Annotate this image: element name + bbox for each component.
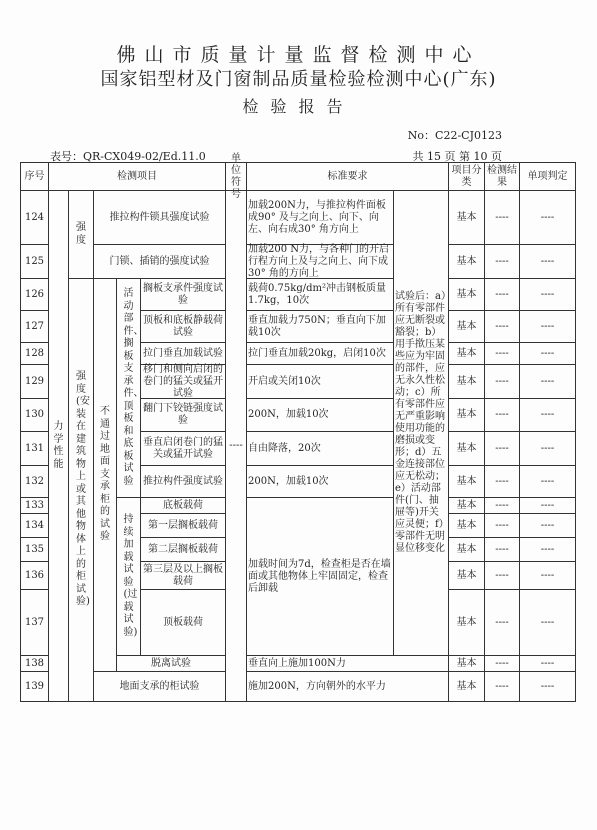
row-number-text: 133 xyxy=(24,499,45,511)
row-item xyxy=(140,513,226,538)
row-judgement xyxy=(519,537,576,562)
row-std xyxy=(246,431,394,466)
row-number xyxy=(20,465,49,498)
group-strength-install-text: 强度(安装在建筑物上或其他物体上的柜试验) xyxy=(76,371,90,608)
row-judgement xyxy=(519,310,576,343)
row-std xyxy=(246,190,394,245)
row-category xyxy=(448,589,485,656)
col-header-seq xyxy=(20,162,49,191)
sustained-load-std xyxy=(246,497,394,656)
row-number xyxy=(20,589,49,656)
row-judgement-text: ---- xyxy=(540,499,555,511)
header-line-1: 佛山市质量计量监督检测中心 xyxy=(116,44,481,66)
group-strength-text: 强度 xyxy=(76,222,86,246)
row-std xyxy=(246,244,394,279)
row-result xyxy=(484,655,520,672)
row-result xyxy=(484,342,520,365)
row-item xyxy=(140,364,226,399)
row-result xyxy=(484,671,520,702)
row-category-text: 基本 xyxy=(456,543,477,555)
row-category-text: 基本 xyxy=(456,211,477,223)
row-item xyxy=(140,497,226,514)
row-std-text: 200N，加载10次 xyxy=(248,475,329,487)
row-result xyxy=(484,537,520,562)
row-item xyxy=(140,278,226,311)
row-number xyxy=(20,431,49,466)
row-result-text: ---- xyxy=(495,657,509,669)
unit-cell xyxy=(225,190,247,702)
row-number-text: 129 xyxy=(24,375,45,387)
row-std xyxy=(246,655,449,672)
row-judgement-text: ---- xyxy=(540,347,555,359)
row-judgement xyxy=(519,244,576,279)
row-item-text: 翻门下铰链强度试验 xyxy=(143,403,223,426)
row-category xyxy=(448,497,485,514)
row-item xyxy=(140,342,226,365)
row-number-text: 127 xyxy=(24,320,45,332)
row-number-text: 124 xyxy=(24,211,45,223)
row-judgement-text: ---- xyxy=(540,519,555,531)
row-judgement xyxy=(519,561,576,590)
row-std xyxy=(246,364,394,399)
row-judgement xyxy=(519,342,576,365)
row-item xyxy=(140,431,226,466)
group-mechanical xyxy=(48,190,69,702)
col-header-unit-text: 单位符号 xyxy=(231,152,241,200)
row-result-text: ---- xyxy=(495,320,509,332)
row-result xyxy=(484,398,520,432)
row-judgement-text: ---- xyxy=(540,320,555,332)
row-result-text: ---- xyxy=(495,519,509,531)
row-std xyxy=(246,342,394,365)
row-judgement-text: ---- xyxy=(540,255,555,267)
row-category-text: 基本 xyxy=(456,499,477,511)
group-sustained-text: 持续加载试验(过载试验) xyxy=(123,514,138,638)
row-number xyxy=(20,398,49,432)
unit-cell-text: ---- xyxy=(229,440,243,451)
row-number xyxy=(20,513,49,538)
row-std xyxy=(246,465,394,498)
row-item xyxy=(93,244,226,279)
col-header-judge xyxy=(519,162,576,191)
row-std-text: 拉门垂直加载20kg，启闭10次 xyxy=(248,347,386,359)
group-movable xyxy=(116,278,144,498)
row-category-text: 基本 xyxy=(456,320,477,332)
row-judgement xyxy=(519,364,576,399)
row-result-text: ---- xyxy=(495,347,509,359)
row-result xyxy=(484,310,520,343)
row-item-text: 推拉构件强度试验 xyxy=(143,475,223,487)
row-category-text: 基本 xyxy=(456,680,477,692)
group-not-wall-text: 不通过地面支承柜的试验 xyxy=(100,406,110,543)
row-judgement-text: ---- xyxy=(540,475,555,487)
row-judgement xyxy=(519,278,576,311)
row-judgement-text: ---- xyxy=(540,569,555,581)
row-judgement-text: ---- xyxy=(540,409,555,420)
row-category xyxy=(448,190,485,245)
row-number xyxy=(20,244,49,279)
row-item xyxy=(93,671,226,702)
row-number-text: 125 xyxy=(24,255,45,267)
row-category-text: 基本 xyxy=(456,288,477,300)
row-item-text: 第三层及以上搁板载荷 xyxy=(143,563,223,587)
row-std-text: 垂直向上施加100N力 xyxy=(248,657,346,669)
row-category-text: 基本 xyxy=(456,657,477,669)
row-judgement-text: ---- xyxy=(540,211,555,223)
row-item xyxy=(116,655,226,672)
row-number-text: 134 xyxy=(24,519,45,531)
row-category xyxy=(448,561,485,590)
row-item-text: 垂直启闭卷门的猛关或猛开试验 xyxy=(143,436,223,460)
row-result xyxy=(484,513,520,538)
row-judgement xyxy=(519,589,576,656)
row-category xyxy=(448,537,485,562)
row-result xyxy=(484,497,520,514)
row-category-text: 基本 xyxy=(456,375,477,387)
row-item-text: 推拉构件锁具强度试验 xyxy=(109,211,210,223)
row-item-text: 地面支承的柜试验 xyxy=(119,680,200,692)
col-header-std-text: 标准要求 xyxy=(327,170,368,182)
row-item-text: 顶板载荷 xyxy=(163,616,203,628)
row-result-text: ---- xyxy=(495,211,509,223)
row-category xyxy=(448,310,485,343)
row-category xyxy=(448,465,485,498)
row-category xyxy=(448,342,485,365)
row-category-text: 基本 xyxy=(456,255,477,267)
row-item xyxy=(140,537,226,562)
row-number xyxy=(20,497,49,514)
row-number xyxy=(20,310,49,343)
row-category xyxy=(448,398,485,432)
row-std-text: 加载200 N力，与各种门的开启行程方向上及与之向上、向下成30° 角的方向上 xyxy=(248,243,390,279)
col-header-cat xyxy=(448,162,485,191)
row-result-text: ---- xyxy=(495,499,509,511)
row-category xyxy=(448,244,485,279)
col-header-item-text: 检测项目 xyxy=(117,170,157,182)
row-number-text: 132 xyxy=(24,475,45,487)
col-header-res-text: 检测结果 xyxy=(487,164,517,188)
row-number xyxy=(20,537,49,562)
col-header-seq-text: 序号 xyxy=(24,170,45,182)
row-std-text: 开启或关闭10次 xyxy=(248,375,321,387)
after-test-requirement xyxy=(393,190,449,656)
row-number xyxy=(20,671,49,702)
row-std-text: 施加200N，方向朝外的水平力 xyxy=(248,680,386,692)
after-test-requirement-text: 试验后：a）所有零部件应无断裂或豁裂；b）用手揿压某些应为牢固的部件，应无永久性松动；c）所有零部件应无严重影响使用功能的磨损或变形；d）五金连接部位应无松动；e）活动部件(门、抽屉等)开关应灵便；f）零部件无明显位移变化 xyxy=(395,291,446,554)
row-std xyxy=(246,671,449,702)
header-line-2: 国家铝型材及门窗制品质量检验检测中心(广东) xyxy=(100,69,497,90)
row-std-text: 200N，加载10次 xyxy=(248,409,329,420)
row-item xyxy=(140,589,226,656)
row-result-text: ---- xyxy=(495,680,509,692)
row-judgement-text: ---- xyxy=(540,657,555,669)
row-category-text: 基本 xyxy=(456,569,477,581)
row-result xyxy=(484,465,520,498)
row-std-text: 自由降落，20次 xyxy=(248,442,321,454)
row-std-text: 加载200N力，与推拉构件面板成90° 及与之向上、向下、向左、向右成30° 角方向上 xyxy=(248,199,386,235)
row-number-text: 130 xyxy=(24,409,45,420)
row-result xyxy=(484,589,520,656)
row-category-text: 基本 xyxy=(456,347,477,359)
group-strength-install xyxy=(68,278,94,702)
row-category-text: 基本 xyxy=(456,442,477,454)
row-item xyxy=(93,190,226,245)
group-movable-text: 活动部件、搁板支承件、顶板和底板试验 xyxy=(123,288,144,487)
row-judgement-text: ---- xyxy=(540,543,555,555)
row-item-text: 顶板和底板静载荷试验 xyxy=(143,314,223,338)
col-header-unit xyxy=(225,152,247,200)
row-category xyxy=(448,671,485,702)
row-item-text: 拉门垂直加载试验 xyxy=(143,347,223,359)
row-number-text: 135 xyxy=(24,543,45,555)
col-header-res xyxy=(484,162,520,191)
row-result xyxy=(484,244,520,279)
row-item xyxy=(140,310,226,343)
row-item xyxy=(140,398,226,432)
group-strength xyxy=(68,190,94,279)
row-judgement-text: ---- xyxy=(540,375,555,387)
row-judgement xyxy=(519,513,576,538)
row-result-text: ---- xyxy=(495,569,509,581)
row-judgement xyxy=(519,671,576,702)
row-category xyxy=(448,655,485,672)
row-number-text: 139 xyxy=(24,680,45,692)
row-result xyxy=(484,190,520,245)
row-result xyxy=(484,561,520,590)
row-judgement xyxy=(519,398,576,432)
row-category xyxy=(448,513,485,538)
col-header-item xyxy=(48,162,226,191)
row-judgement-text: ---- xyxy=(540,680,555,692)
row-number-text: 126 xyxy=(24,288,45,300)
row-number-text: 138 xyxy=(24,657,45,669)
row-judgement-text: ---- xyxy=(540,616,555,628)
page-indicator: 共 15 页 第 10 页 xyxy=(412,150,502,163)
col-header-judge-text: 单项判定 xyxy=(527,170,568,182)
row-judgement-text: ---- xyxy=(540,288,555,300)
row-item xyxy=(140,465,226,498)
row-number xyxy=(20,342,49,365)
row-item-text: 第二层搁板载荷 xyxy=(148,543,218,555)
row-number xyxy=(20,278,49,311)
row-judgement xyxy=(519,655,576,672)
row-judgement xyxy=(519,190,576,245)
report-number: No：C22-CJ0123 xyxy=(407,129,502,142)
row-result xyxy=(484,278,520,311)
row-result-text: ---- xyxy=(495,475,509,487)
row-std xyxy=(246,398,394,432)
row-result-text: ---- xyxy=(495,255,509,267)
col-header-std xyxy=(246,162,449,191)
row-category-text: 基本 xyxy=(456,519,477,531)
row-result-text: ---- xyxy=(495,543,509,555)
row-category-text: 基本 xyxy=(456,409,477,420)
row-result-text: ---- xyxy=(495,288,509,300)
row-std xyxy=(246,310,394,343)
row-result xyxy=(484,431,520,466)
row-category-text: 基本 xyxy=(456,475,477,487)
row-category xyxy=(448,364,485,399)
report-title: 检验报告 xyxy=(242,97,355,116)
row-result-text: ---- xyxy=(495,442,509,454)
row-number-text: 131 xyxy=(24,442,45,454)
row-item-text: 移门和侧向启闭的卷门的猛关或猛开试验 xyxy=(143,363,223,399)
form-code: 表号：QR-CX049-02/Ed.11.0 xyxy=(50,150,206,163)
row-result-text: ---- xyxy=(495,409,509,420)
group-sustained xyxy=(116,497,141,656)
group-mechanical-text: 力学性能 xyxy=(53,421,64,470)
row-item xyxy=(140,561,226,590)
col-header-cat-text: 项目分类 xyxy=(451,164,482,188)
row-number xyxy=(20,561,49,590)
row-number-text: 137 xyxy=(24,616,45,628)
sustained-load-std-text: 加载时间为7d，检查柜是否在墙面或其他物体上牢固固定，检查后卸载 xyxy=(248,558,391,594)
row-judgement xyxy=(519,431,576,466)
row-number-text: 128 xyxy=(24,347,45,359)
row-item-text: 底板载荷 xyxy=(163,499,203,511)
row-number xyxy=(20,655,49,672)
group-not-wall xyxy=(93,278,117,672)
row-judgement-text: ---- xyxy=(540,442,555,454)
row-item-text: 脱离试验 xyxy=(151,657,191,669)
row-result xyxy=(484,364,520,399)
row-number xyxy=(20,190,49,245)
row-std-text: 垂直加载力750N；垂直向下加载10次 xyxy=(248,314,386,338)
row-item-text: 第一层搁板载荷 xyxy=(148,519,218,531)
row-category-text: 基本 xyxy=(456,616,477,628)
row-std xyxy=(246,278,394,311)
row-judgement xyxy=(519,465,576,498)
row-category xyxy=(448,278,485,311)
row-category xyxy=(448,431,485,466)
row-result-text: ---- xyxy=(495,616,509,628)
row-judgement xyxy=(519,497,576,514)
row-std-text: 载荷0.75kg/dm²冲击钢板质量1.7kg，10次 xyxy=(248,282,386,306)
row-number xyxy=(20,364,49,399)
row-number-text: 136 xyxy=(24,569,45,581)
row-item-text: 搁板支承件强度试验 xyxy=(143,282,223,306)
row-result-text: ---- xyxy=(495,375,509,387)
row-item-text: 门锁、插销的强度试验 xyxy=(109,255,210,267)
